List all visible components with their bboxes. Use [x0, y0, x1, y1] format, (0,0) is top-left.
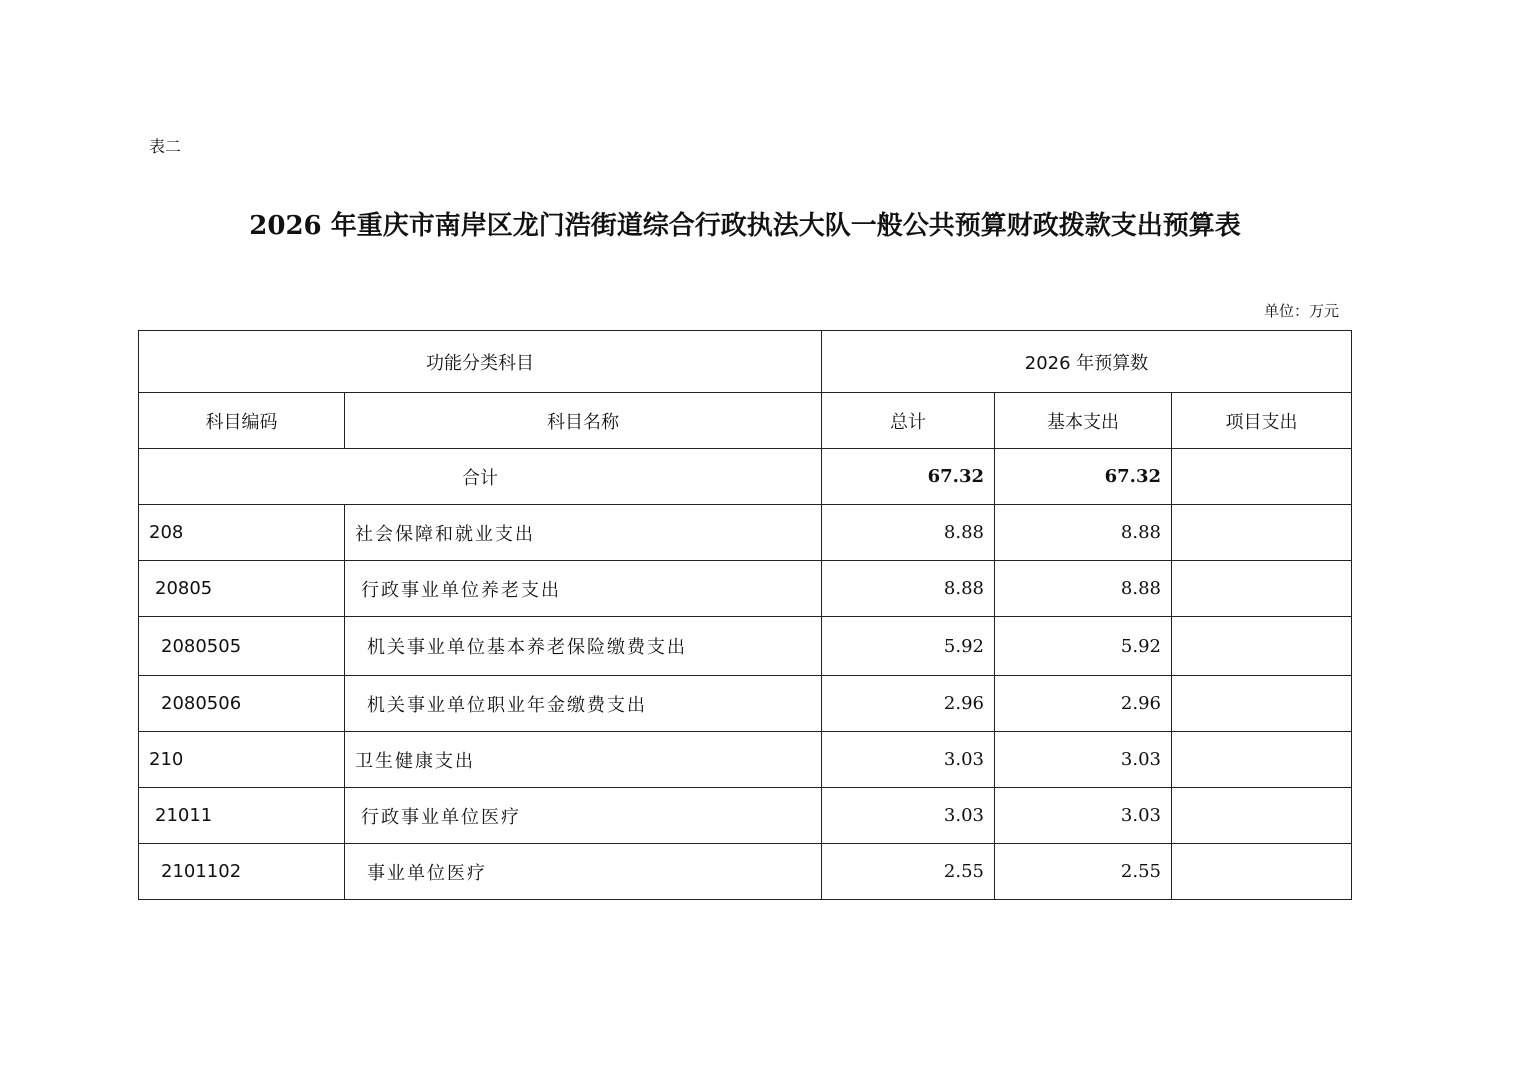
budget-amount-header: 2026 年预算数	[822, 331, 1352, 393]
total-row	[139, 449, 1352, 505]
row-total: 2.55	[822, 844, 995, 900]
row-code: 210	[139, 732, 345, 788]
row-project	[1172, 617, 1352, 676]
row-code: 2080506	[139, 676, 345, 732]
row-project	[1172, 561, 1352, 617]
row-total: 3.03	[822, 732, 995, 788]
row-name: 卫生健康支出	[345, 732, 822, 788]
row-name: 社会保障和就业支出	[345, 505, 822, 561]
row-code: 2080505	[139, 617, 345, 676]
row-total: 8.88	[822, 561, 995, 617]
row-project	[1172, 732, 1352, 788]
page-title: 2026 年重庆市南岸区龙门浩街道综合行政执法大队一般公共预算财政拨款支出预算表	[249, 211, 1241, 241]
column-header-row	[139, 393, 1352, 449]
row-basic: 3.03	[995, 788, 1172, 844]
row-project	[1172, 788, 1352, 844]
row-total: 3.03	[822, 788, 995, 844]
table-row	[139, 844, 1352, 900]
table-row	[139, 788, 1352, 844]
table-number-label: 表二	[149, 137, 182, 156]
row-total: 2.96	[822, 676, 995, 732]
row-total: 8.88	[822, 505, 995, 561]
group-header-row	[139, 331, 1352, 393]
row-name: 行政事业单位养老支出	[345, 561, 822, 617]
row-project	[1172, 505, 1352, 561]
row-basic: 3.03	[995, 732, 1172, 788]
total-row-total: 67.32	[822, 449, 995, 505]
row-basic: 8.88	[995, 505, 1172, 561]
table-row	[139, 676, 1352, 732]
budget-table	[138, 330, 1352, 900]
total-column-header: 总计	[822, 393, 995, 449]
row-total: 5.92	[822, 617, 995, 676]
table-row	[139, 732, 1352, 788]
code-column-header: 科目编码	[139, 393, 345, 449]
row-project	[1172, 676, 1352, 732]
row-code: 20805	[139, 561, 345, 617]
row-basic: 8.88	[995, 561, 1172, 617]
unit-label: 单位：万元	[1263, 302, 1339, 320]
row-name: 行政事业单位医疗	[345, 788, 822, 844]
table-row	[139, 561, 1352, 617]
basic-column-header: 基本支出	[995, 393, 1172, 449]
row-project	[1172, 844, 1352, 900]
row-name: 机关事业单位职业年金缴费支出	[345, 676, 822, 732]
name-column-header: 科目名称	[345, 393, 822, 449]
row-basic: 2.96	[995, 676, 1172, 732]
total-row-basic: 67.32	[995, 449, 1172, 505]
total-row-project	[1172, 449, 1352, 505]
table-row	[139, 617, 1352, 676]
row-name: 事业单位医疗	[345, 844, 822, 900]
row-basic: 2.55	[995, 844, 1172, 900]
row-name: 机关事业单位基本养老保险缴费支出	[345, 617, 822, 676]
project-column-header: 项目支出	[1172, 393, 1352, 449]
table-row	[139, 505, 1352, 561]
row-code: 21011	[139, 788, 345, 844]
row-basic: 5.92	[995, 617, 1172, 676]
row-code: 2101102	[139, 844, 345, 900]
row-code: 208	[139, 505, 345, 561]
functional-classification-header: 功能分类科目	[139, 331, 822, 393]
total-row-label: 合计	[139, 449, 822, 505]
